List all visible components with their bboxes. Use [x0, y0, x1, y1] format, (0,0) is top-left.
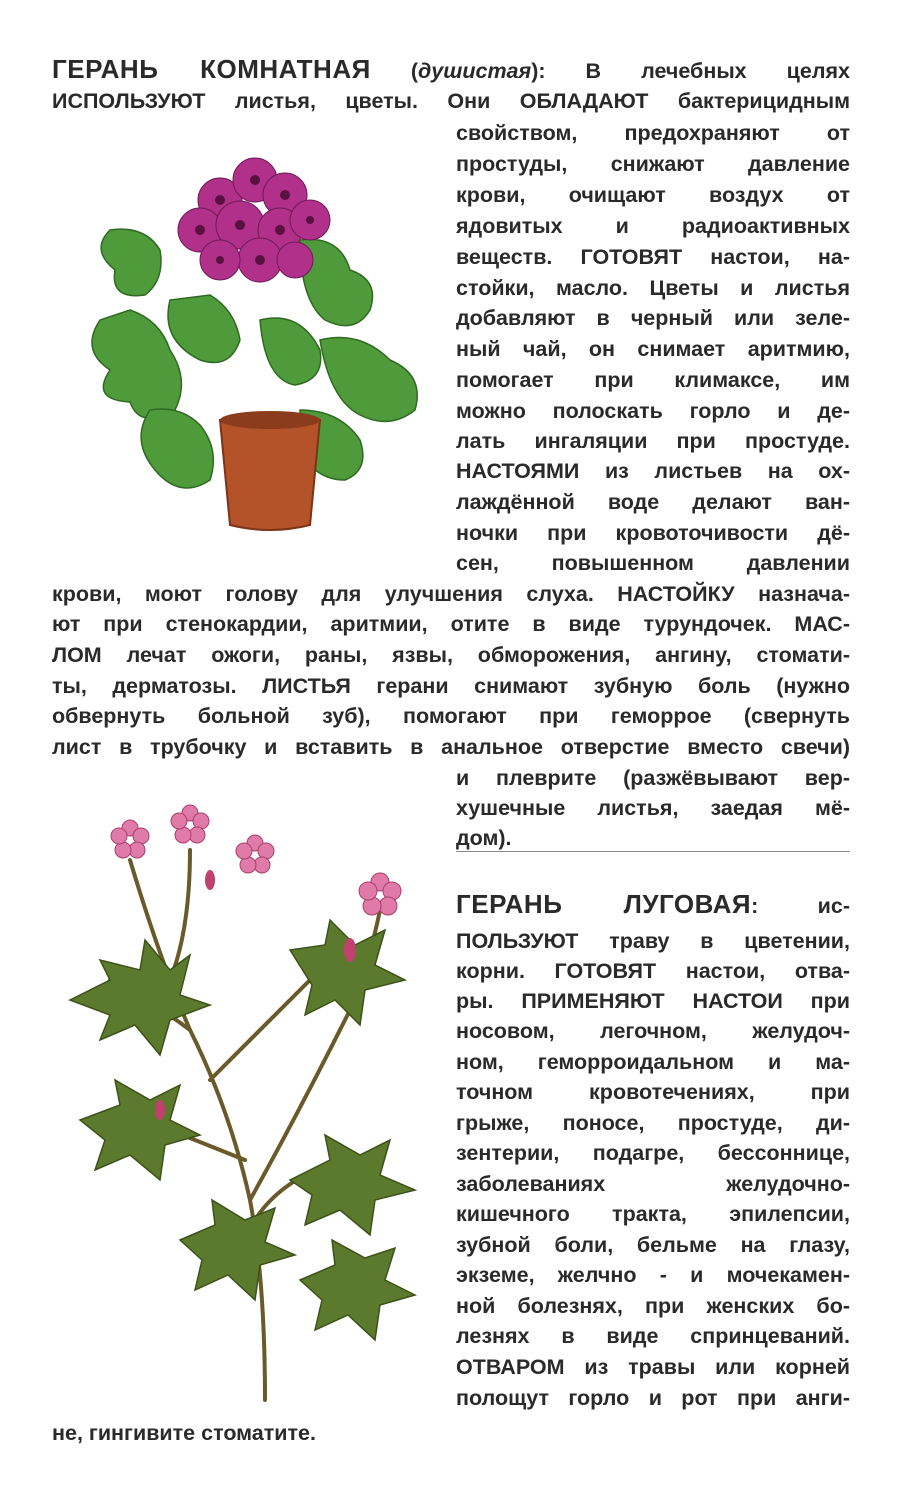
- section2-line: не, гингивите стоматите.: [52, 1421, 316, 1445]
- section1-line: лаждённой воде делают ван-: [456, 490, 850, 514]
- section1-line: и плеврите (разжёвывают вер-: [456, 766, 850, 790]
- meadow-geranium-illustration: [50, 780, 440, 1410]
- section1-line: крови, очищают воздух от: [456, 183, 850, 207]
- section2-line: экземе, желчно - и мочекамен-: [456, 1263, 850, 1287]
- section2-header: [456, 889, 850, 919]
- potted-geranium-illustration: [70, 140, 440, 540]
- section2-line: носовом, легочном, желудоч-: [456, 1019, 850, 1043]
- section1-line: ты, дерматозы. ЛИСТЬЯ герани снимают зубную боль (нужно: [52, 674, 850, 698]
- section-divider: [456, 851, 850, 852]
- section1-line: ночки при кровоточивости дё-: [456, 521, 850, 545]
- section2-line: грыже, поносе, простуде, ди-: [456, 1111, 850, 1135]
- section1-line: ядовитых и радиоактивных: [456, 214, 850, 238]
- section2-line: ном, геморроидальном и ма-: [456, 1050, 850, 1074]
- section1-line: лист в трубочку и вставить в анальное отверстие вместо свечи): [52, 735, 850, 759]
- section1-line: обвернуть больной зуб), помогают при геморрое (свернуть: [52, 704, 850, 728]
- section2-line: зентерии, подагре, бессоннице,: [456, 1141, 850, 1165]
- section1-line: стойки, масло. Цветы и листья: [456, 276, 850, 300]
- section1-line: добавляют в черный или зеле-: [456, 306, 850, 330]
- section2-line: ры. ПРИМЕНЯЮТ НАСТОИ при: [456, 989, 850, 1013]
- section2-line: ПОЛЬЗУЮТ траву в цветении,: [456, 929, 850, 953]
- section1-line: ИСПОЛЬЗУЮТ листья, цветы. Они ОБЛАДАЮТ бактерицидным: [52, 89, 850, 113]
- section2-line: ОТВАРОМ из травы или корней: [456, 1355, 850, 1379]
- section1-line: ный чай, он снимает аритмию,: [456, 337, 850, 361]
- section1-line: веществ. ГОТОВЯТ настои, на-: [456, 245, 850, 269]
- section1-line: сен, повышенном давлении: [456, 551, 850, 575]
- section1-line: дом).: [456, 826, 512, 850]
- section2-line: лезнях в виде спринцеваний.: [456, 1324, 850, 1348]
- section2-line: корни. ГОТОВЯТ настои, отва-: [456, 959, 850, 983]
- section1-title-rest: : В лечебных целях: [538, 59, 850, 83]
- section1-line: НАСТОЯМИ из листьев на ох-: [456, 459, 850, 483]
- section2-line: полощут горло и рот при анги-: [456, 1386, 850, 1410]
- section2-title: ГЕРАНЬ ЛУГОВАЯ: [456, 889, 752, 919]
- section2-title-rest: : ис-: [751, 894, 850, 918]
- section1-line: свойством, предохраняют от: [456, 121, 850, 145]
- section2-line: зубной боли, бельме на глазу,: [456, 1233, 850, 1257]
- section2-line: заболеваниях желудочно-: [456, 1172, 850, 1196]
- section1-line: помогает при климаксе, им: [456, 368, 850, 392]
- section1-line: хушечные листья, заедая мё-: [456, 796, 850, 820]
- section1-line: лать ингаляции при простуде.: [456, 429, 850, 453]
- section2-line: кишечного тракта, эпилепсии,: [456, 1202, 850, 1226]
- section2-line: ной болезнях, при женских бо-: [456, 1294, 850, 1318]
- section1-title: ГЕРАНЬ КОМНАТНАЯ: [52, 54, 371, 84]
- section1-line: ют при стенокардии, аритмии, отите в виде турундочек. МАС-: [52, 612, 850, 636]
- section1-line: можно полоскать горло и де-: [456, 399, 850, 423]
- section1-line: ЛОМ лечат ожоги, раны, язвы, обморожения, ангину, стомати-: [52, 643, 850, 667]
- section1-subtitle: душистая: [417, 59, 532, 83]
- section1-line: крови, моют голову для улучшения слуха. НАСТОЙКУ назнача-: [52, 582, 850, 606]
- section1-header: ГЕРАНЬ КОМНАТНАЯ (душистая): В лечебных целях: [52, 54, 850, 84]
- section2-line: точном кровотечениях, при: [456, 1080, 850, 1104]
- section1-line: простуды, снижают давление: [456, 152, 850, 176]
